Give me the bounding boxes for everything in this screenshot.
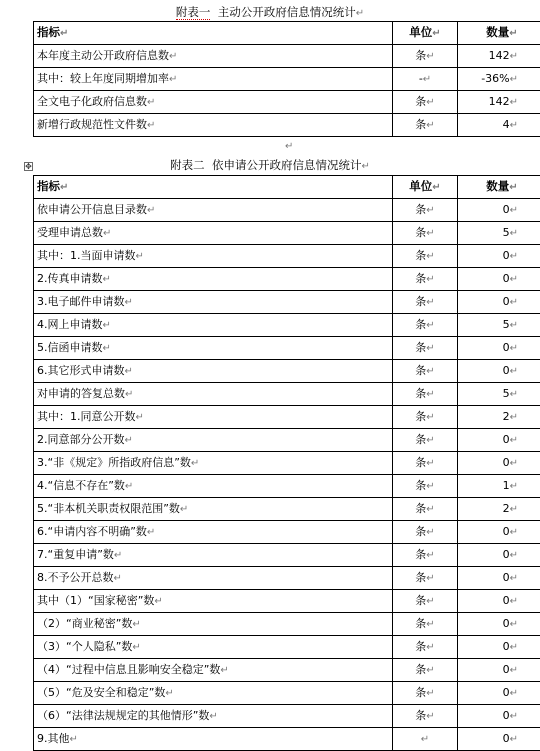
table1-title (0, 5, 540, 21)
table2-row (34, 705, 540, 728)
table1-header-unit: 单位↵ (393, 22, 458, 45)
table2-unit-cell[interactable]: 条↵ (393, 544, 458, 567)
table2-indicator-cell[interactable]: 5.“非本机关职责权限范围”数↵ (34, 498, 393, 521)
table1-title-rest: 主动公开政府信息情况统计 (210, 5, 355, 19)
table2-indicator-cell[interactable]: 其中：1.同意公开数↵ (34, 406, 393, 429)
table2-row (34, 291, 540, 314)
table2-quantity-cell[interactable]: 5↵ (458, 383, 540, 406)
table2-unit-cell[interactable]: 条↵ (393, 383, 458, 406)
table2-unit-cell[interactable]: 条↵ (393, 521, 458, 544)
table2-indicator-cell[interactable]: 对申请的答复总数↵ (34, 383, 393, 406)
table2-quantity-cell[interactable]: 0↵ (458, 429, 540, 452)
table2-row (34, 406, 540, 429)
table2-unit-cell[interactable]: 条↵ (393, 498, 458, 521)
table2-quantity-cell[interactable]: 1↵ (458, 475, 540, 498)
table2-indicator-cell[interactable]: 6.其它形式申请数↵ (34, 360, 393, 383)
table2-quantity-cell[interactable]: 0↵ (458, 728, 540, 751)
table1-indicator-cell[interactable]: 全文电子化政府信息数↵ (34, 91, 393, 114)
table1 (33, 21, 540, 137)
table2-indicator-cell[interactable]: 2.同意部分公开数↵ (34, 429, 393, 452)
table1-header-indicator: 指标↵ (34, 22, 393, 45)
table2-indicator-cell[interactable]: （2）“商业秘密”数↵ (34, 613, 393, 636)
table1-title-prefix: 附表一 (176, 5, 211, 20)
table2-quantity-cell[interactable]: 5↵ (458, 314, 540, 337)
table2-quantity-cell[interactable]: 0↵ (458, 199, 540, 222)
table2-row (34, 268, 540, 291)
table2-indicator-cell[interactable]: 受理申请总数↵ (34, 222, 393, 245)
table1-indicator-cell[interactable]: 本年度主动公开政府信息数↵ (34, 45, 393, 68)
table2-row (34, 452, 540, 475)
table1-unit-cell[interactable]: 条↵ (393, 45, 458, 68)
table2-indicator-cell[interactable]: 4.“信息不存在”数↵ (34, 475, 393, 498)
table2-row (34, 521, 540, 544)
table2-unit-cell[interactable]: 条↵ (393, 406, 458, 429)
table1-quantity-cell[interactable]: 142↵ (458, 91, 540, 114)
table2-title (0, 158, 540, 174)
table2-indicator-cell[interactable]: 7.“重复申请”数↵ (34, 544, 393, 567)
table2-quantity-cell[interactable]: 0↵ (458, 613, 540, 636)
table2-quantity-cell[interactable]: 0↵ (458, 452, 540, 475)
table2-header-row (34, 176, 540, 199)
table2-quantity-cell[interactable]: 0↵ (458, 567, 540, 590)
table2-quantity-cell[interactable]: 0↵ (458, 544, 540, 567)
table2 (33, 175, 540, 751)
table1-quantity-cell[interactable]: 142↵ (458, 45, 540, 68)
table2-unit-cell[interactable]: 条↵ (393, 567, 458, 590)
table2-unit-cell[interactable]: 条↵ (393, 452, 458, 475)
table2-indicator-cell[interactable]: （6）“法律法规规定的其他情形”数↵ (34, 705, 393, 728)
table2-indicator-cell[interactable]: 5.信函申请数↵ (34, 337, 393, 360)
table2-quantity-cell[interactable]: 0↵ (458, 682, 540, 705)
table2-quantity-cell[interactable]: 0↵ (458, 590, 540, 613)
table1-row (34, 114, 540, 137)
table1-header-quantity: 数量↵ (458, 22, 540, 45)
table2-unit-cell[interactable]: 条↵ (393, 475, 458, 498)
table2-quantity-cell[interactable]: 0↵ (458, 521, 540, 544)
table2-quantity-cell[interactable]: 0↵ (458, 636, 540, 659)
table1-row (34, 45, 540, 68)
table2-row (34, 360, 540, 383)
table2-quantity-cell[interactable]: 0↵ (458, 360, 540, 383)
paragraph-mark: ↵ (361, 161, 369, 172)
table2-quantity-cell[interactable]: 0↵ (458, 268, 540, 291)
table2-quantity-cell[interactable]: 0↵ (458, 291, 540, 314)
table2-row (34, 383, 540, 406)
table2-row (34, 613, 540, 636)
table1-quantity-cell[interactable]: -36%↵ (458, 68, 540, 91)
table2-unit-cell[interactable]: 条↵ (393, 245, 458, 268)
table2-header-unit: 单位↵ (393, 176, 458, 199)
table2-indicator-cell[interactable]: （5）“危及安全和稳定”数↵ (34, 682, 393, 705)
table1-unit-cell[interactable]: 条↵ (393, 114, 458, 137)
table2-indicator-cell[interactable]: 其中（1）“国家秘密”数↵ (34, 590, 393, 613)
table2-indicator-cell[interactable]: （3）“个人隐私”数↵ (34, 636, 393, 659)
table2-row (34, 429, 540, 452)
table2-quantity-cell[interactable]: 2↵ (458, 498, 540, 521)
table2-row (34, 337, 540, 360)
table2-quantity-cell[interactable]: 0↵ (458, 659, 540, 682)
table2-indicator-cell[interactable]: 其中：1.当面申请数↵ (34, 245, 393, 268)
table2-row (34, 636, 540, 659)
table2-quantity-cell[interactable]: 5↵ (458, 222, 540, 245)
table2-indicator-cell[interactable]: 2.传真申请数↵ (34, 268, 393, 291)
table1-unit-cell[interactable]: 条↵ (393, 91, 458, 114)
table2-unit-cell[interactable]: 条↵ (393, 659, 458, 682)
table2-unit-cell[interactable]: 条↵ (393, 590, 458, 613)
table2-header-quantity: 数量↵ (458, 176, 540, 199)
paragraph-mark: ↵ (356, 8, 364, 19)
table2-unit-cell[interactable]: 条↵ (393, 705, 458, 728)
table2-quantity-cell[interactable]: 0↵ (458, 245, 540, 268)
table2-row (34, 245, 540, 268)
table2-row (34, 728, 540, 751)
table1-indicator-cell[interactable]: 新增行政规范性文件数↵ (34, 114, 393, 137)
table2-row (34, 199, 540, 222)
table2-row (34, 682, 540, 705)
table2-unit-cell[interactable]: 条↵ (393, 337, 458, 360)
table2-indicator-cell[interactable]: 6.“申请内容不明确”数↵ (34, 521, 393, 544)
table2-unit-cell[interactable]: 条↵ (393, 429, 458, 452)
paragraph-mark: ↵ (285, 141, 293, 152)
table2-unit-cell[interactable]: 条↵ (393, 682, 458, 705)
table1-row (34, 91, 540, 114)
table2-indicator-cell[interactable]: （4）“过程中信息且影响安全稳定”数↵ (34, 659, 393, 682)
table-move-handle-icon[interactable]: ✥ (24, 162, 33, 171)
table2-row (34, 475, 540, 498)
table2-unit-cell[interactable]: ↵ (393, 728, 458, 751)
table2-unit-cell[interactable]: 条↵ (393, 360, 458, 383)
table1-unit-cell[interactable]: -↵ (393, 68, 458, 91)
table2-unit-cell[interactable]: 条↵ (393, 291, 458, 314)
table2-unit-cell[interactable]: 条↵ (393, 314, 458, 337)
table1-header-row (34, 22, 540, 45)
table2-unit-cell[interactable]: 条↵ (393, 613, 458, 636)
table2-unit-cell[interactable]: 条↵ (393, 222, 458, 245)
table2-row (34, 659, 540, 682)
table1-quantity-cell[interactable]: 4↵ (458, 114, 540, 137)
table2-indicator-cell[interactable]: 依申请公开信息目录数↵ (34, 199, 393, 222)
table2-indicator-cell[interactable]: 9.其他↵ (34, 728, 393, 751)
table1-row (34, 68, 540, 91)
table2-quantity-cell[interactable]: 0↵ (458, 705, 540, 728)
table2-indicator-cell[interactable]: 3.电子邮件申请数↵ (34, 291, 393, 314)
table2-row (34, 498, 540, 521)
table2-row (34, 567, 540, 590)
table2-unit-cell[interactable]: 条↵ (393, 268, 458, 291)
table2-unit-cell[interactable]: 条↵ (393, 199, 458, 222)
table2-header-indicator: 指标↵ (34, 176, 393, 199)
table2-indicator-cell[interactable]: 3.“非《规定》所指政府信息”数↵ (34, 452, 393, 475)
table2-row (34, 590, 540, 613)
table2-row (34, 222, 540, 245)
table1-indicator-cell[interactable]: 其中：较上年度同期增加率↵ (34, 68, 393, 91)
table2-title-text: 附表二 依申请公开政府信息情况统计 (170, 158, 361, 172)
table2-row (34, 314, 540, 337)
table2-quantity-cell[interactable]: 0↵ (458, 337, 540, 360)
table2-indicator-cell[interactable]: 4.网上申请数↵ (34, 314, 393, 337)
table2-quantity-cell[interactable]: 2↵ (458, 406, 540, 429)
table2-indicator-cell[interactable]: 8.不予公开总数↵ (34, 567, 393, 590)
table2-unit-cell[interactable]: 条↵ (393, 636, 458, 659)
table2-row (34, 544, 540, 567)
